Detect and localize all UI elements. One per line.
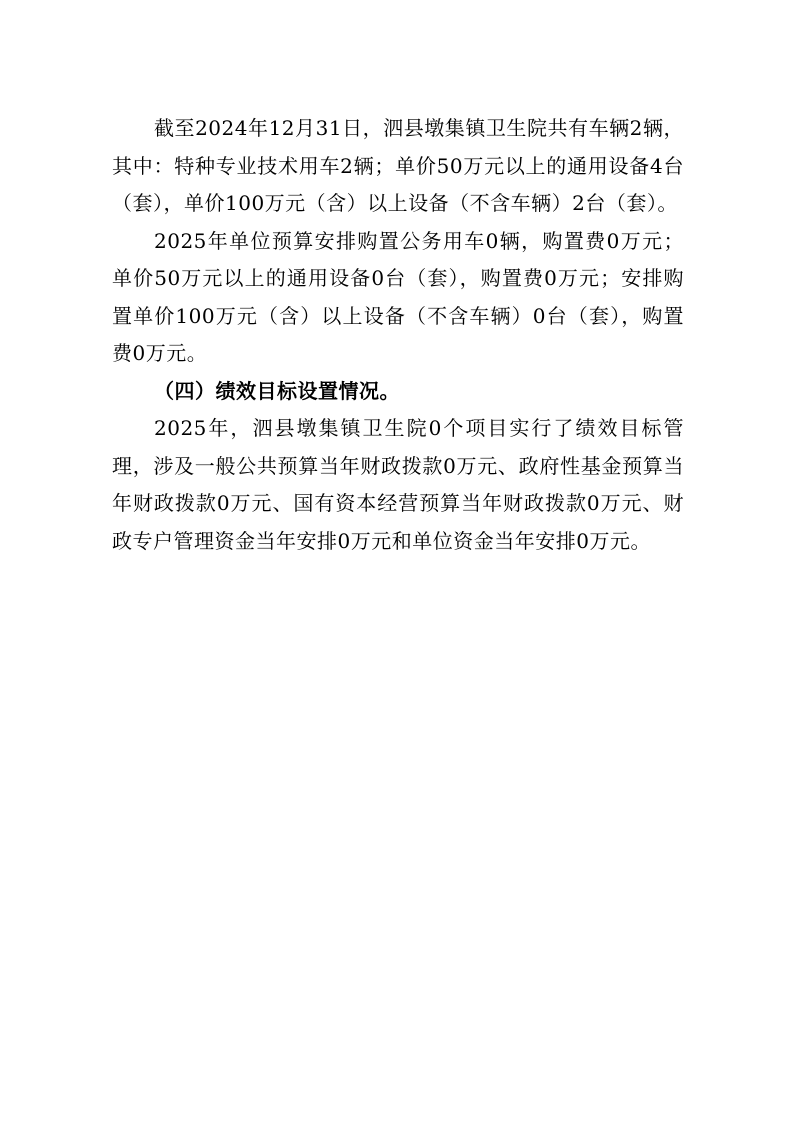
paragraph-performance-goals: 2025年，泗县墩集镇卫生院0个项目实行了绩效目标管理，涉及一般公共预算当年财政拨款0万元、政府性基金预算当年财政拨款0万元、国有资本经营预算当年财政拨款0万元、财政专户管理资金当年安排0万元和单位资金当年安排0万元。 bbox=[112, 416, 684, 553]
section-heading-performance-goals: （四）绩效目标设置情况。 bbox=[154, 378, 400, 403]
paragraph-vehicles-assets: 截至2024年12月31日，泗县墩集镇卫生院共有车辆2辆，其中：特种专业技术用车2辆；单价50万元以上的通用设备4台（套），单价100万元（含）以上设备（不含车辆）2台（套）。 bbox=[112, 116, 684, 215]
document-body bbox=[112, 110, 684, 560]
paragraph-purchase-budget: 2025年单位预算安排购置公务用车0辆，购置费0万元；单价50万元以上的通用设备0台（套），购置费0万元；安排购置单价100万元（含）以上设备（不含车辆）0台（套），购置费0万元。 bbox=[112, 228, 684, 365]
